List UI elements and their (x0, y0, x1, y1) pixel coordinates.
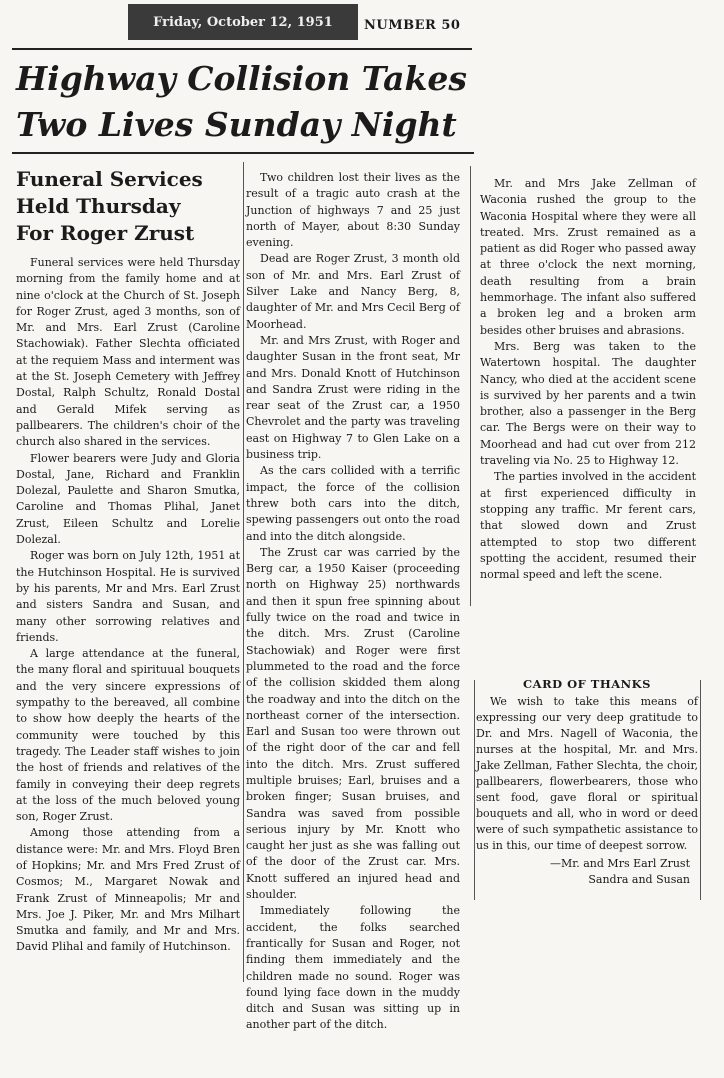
funeral-headline-line-3: For Roger Zrust (16, 221, 195, 245)
column-divider (470, 166, 471, 606)
funeral-paragraph: Flower bearers were Judy and Gloria Dostal, Jane, Richard and Franklin Dolezal, Paulette and Sharon Smutka, Caroline and Thomas Plihal, Janet Zrust, Eileen Schultz and Lorelie Dolezal. (16, 451, 240, 547)
card-of-thanks-title: CARD OF THANKS (523, 677, 651, 691)
collision-paragraph: The parties involved in the accident at first experienced difficulty in stopping any traffic. Mr ferent cars, that slowed down and Zrust attempted to stop two different spotting the accident, resumed their normal speed and left the scene. (480, 470, 696, 582)
card-of-thanks-signature (476, 856, 690, 888)
main-headline-line-2: Two Lives Sunday Night (16, 105, 457, 144)
funeral-paragraph: Roger was born on July 12th, 1951 at the Hutchinson Hospital. He is survived by his parents, Mr and Mrs. Earl Zrust and sisters Sandra and Susan, and many other sorrowing relatives and friends. (16, 549, 240, 644)
card-border-left (474, 680, 475, 900)
card-of-thanks (476, 676, 698, 888)
collision-paragraph: The Zrust car was carried by the Berg car, a 1950 Kaiser (proceeding north on Highway 25) northwards and then it spun free spinning about fully twice on the road and twice in the ditch. Mrs. Zrust (Caroline Stachowiak) and Roger were first plummeted to the road and the force of the collision skidded them along the roadway and into the ditch on the northeast corner of the intersection. Earl and Susan too were thrown out of the right door of the car and fell into the ditch. Mrs. Zrust suffered multiple bruises; Earl, bruises and a broken finger; Susan bruises, and Sandra was saved from possible serious injury by Mr. Knott who caught her just as she was falling out of the door of the Zrust car. Mrs. Knott suffered an injured head and shoulder. (246, 545, 460, 902)
collision-paragraph: Mrs. Berg was taken to the Watertown hospital. The daughter Nancy, who died at the accident scene is survived by her parents and a twin brother, also a passenger in the Berg car. The Bergs were on their way to Moorhead and had cut over from 212 traveling via No. 25 to Highway 12. (480, 339, 696, 468)
collision-article-continued (480, 176, 696, 583)
main-headline-line-1: Highway Collision Takes (16, 59, 467, 98)
funeral-paragraph: Funeral services were held Thursday morning from the family home and at nine o'clock at the Church of St. Joseph for Roger Zrust, aged 3 months, son of Mr. and Mrs. Earl Zrust (Caroline Stachowiak). Father Slechta officiated at the requiem Mass and interment was at the St. Joseph Cemetery with Jeffrey Dostal, Ralph Schultz, Ronald Dostal and Gerald Mifek serving as pallbearers. The children's choir of the church also shared in the services. (16, 256, 240, 449)
collision-paragraph: Immediately following the accident, the folks searched frantically for Susan and Roger, not finding them immediately and the children made no sound. Roger was found lying face down in the muddy ditch and Susan was sitting up in another part of the ditch. (246, 904, 460, 1032)
funeral-headline-line-2: Held Thursday (16, 194, 181, 218)
card-of-thanks-body: We wish to take this means of expressing our very deep gratitude to Dr. and Mrs. Nagell of Waconia, the nurses at the hospital, Mr. and Mrs. Jake Zellman, Father Slechta, the choir, pallbearers, flowerbearers, those who sent food, gave floral or spiritual bouquets and all, who in word or deed were of such sympathetic assistance to us in this, our time of deepest sorrow. (476, 695, 698, 852)
collision-paragraph: As the cars collided with a terrific impact, the force of the collision threw both cars into the ditch, spewing passengers out onto the road and into the ditch alongside. (246, 464, 460, 543)
main-headline (16, 56, 467, 148)
column-divider (243, 162, 244, 982)
signature-line-1: —Mr. and Mrs Earl Zrust (549, 857, 690, 870)
funeral-headline-line-1: Funeral Services (16, 167, 203, 191)
headline-bottom-rule (12, 152, 474, 154)
collision-paragraph: Dead are Roger Zrust, 3 month old son of Mr. and Mrs. Earl Zrust of Silver Lake and Nancy Berg, 8, daughter of Mr. and Mrs Cecil Berg of Moorhead. (246, 252, 460, 331)
collision-paragraph: Two children lost their lives as the result of a tragic auto crash at the Junction of highways 7 and 25 just north of Mayer, about 8:30 Sunday evening. (246, 171, 460, 250)
signature-line-2: Sandra and Susan (588, 873, 690, 886)
dateline: Friday, October 12, 1951 (128, 4, 358, 40)
issue-number: NUMBER 50 (364, 18, 461, 33)
collision-paragraph: Mr. and Mrs Zrust, with Roger and daughter Susan in the front seat, Mr and Mrs. Donald Knott of Hutchinson and Sandra Zrust were riding in the rear seat of the Zrust car, a 1950 Chevrolet and the party was traveling east on Highway 7 to Glen Lake on a business trip. (246, 333, 460, 462)
funeral-article (16, 166, 240, 956)
funeral-paragraph: A large attendance at the funeral, the many floral and spirituual bouquets and the very sincere expressions of sympathy to the bereaved, all combine to show how deeply the hearts of the community were touched by this tragedy. The Leader staff wishes to join the host of friends and relatives of the family in conveying their deep regrets at the loss of the much beloved young son, Roger Zrust. (16, 647, 240, 824)
collision-paragraph: Mr. and Mrs Jake Zellman of Waconia rushed the group to the Waconia Hospital where they were all treated. Mrs. Zrust remained as a patient as did Roger who passed away at three o'clock the next morning, death resulting from a brain hemmorhage. The infant also suffered a broken leg and a broken arm besides other bruises and abrasions. (480, 177, 696, 337)
collision-article (246, 170, 460, 1034)
headline-top-rule (12, 48, 472, 50)
funeral-paragraph: Among those attending from a distance were: Mr. and Mrs. Floyd Bren of Hopkins; Mr. and Mrs Fred Zrust of Cosmos; M., Margaret Nowak and Frank Zrust of Minneapolis; Mr and Mrs. Joe J. Piker, Mr. and Mrs Milhart Smutka and family, and Mr and Mrs. David Plihal and family of Hutchinson. (16, 826, 240, 954)
funeral-headline (16, 166, 240, 247)
card-border-right (700, 680, 701, 900)
